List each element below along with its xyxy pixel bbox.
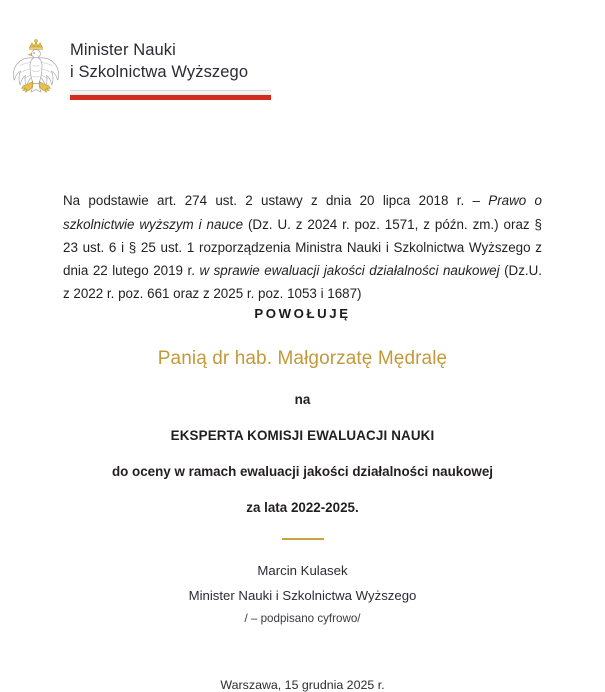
polish-flag-bar [70,90,271,100]
appointment-period: za lata 2022-2025. [246,500,359,515]
place-and-date: Warszawa, 15 grudnia 2025 r. [220,678,385,692]
ministry-name-line-1: Minister Nauki [70,41,176,59]
legal-basis-segment-0: Na podstawie art. 274 ust. 2 ustawy z dnia 20 lipca 2018 r. – [63,193,489,209]
digital-signature-note: / – podpisano cyfrowo/ [244,612,361,625]
letterhead [8,36,271,102]
appointee-name: Panią dr hab. Małgorzatę Mędralę [157,348,448,369]
appointment-keyword: POWOŁUJĘ [254,306,351,321]
appointment-core [0,306,605,515]
signatory-title: Minister Nauki i Szkolnictwa Wyższego [188,588,417,603]
legal-basis-segment-1: Prawo o szkolnictwie wyższym i nauce [63,193,542,232]
signatory-name: Marcin Kulasek [257,563,348,578]
signature-divider [282,538,324,540]
signature-block [0,538,605,625]
appointment-preposition: na [294,392,311,407]
flag-bar-red [70,95,271,100]
legal-basis-paragraph [63,189,542,305]
legal-basis-segment-3: w sprawie ewaluacji jakości działalności naukowej [199,263,500,278]
ministry-name-line-2: i Szkolnictwa Wyższego [70,63,249,81]
polish-eagle-coat-of-arms-icon [8,36,64,102]
legal-basis-segment-4: (Dz.U. z 2022 r. poz. 661 oraz z 2025 r. poz. 1053 i 1687) [63,263,542,302]
letterhead-text [70,36,271,100]
legal-basis-segment-2: (Dz. U. z 2024 r. poz. 1571, z późn. zm.) oraz § 23 ust. 6 i § 25 ust. 1 rozporządzenia Ministra Nauki i Szkolnictwa Wyższego z dnia 22 lutego 2019 r. [63,216,542,278]
appointment-role: EKSPERTA KOMISJI EWALUACJI NAUKI [170,428,435,443]
appointment-scope: do oceny w ramach ewaluacji jakości działalności naukowej [111,464,494,479]
